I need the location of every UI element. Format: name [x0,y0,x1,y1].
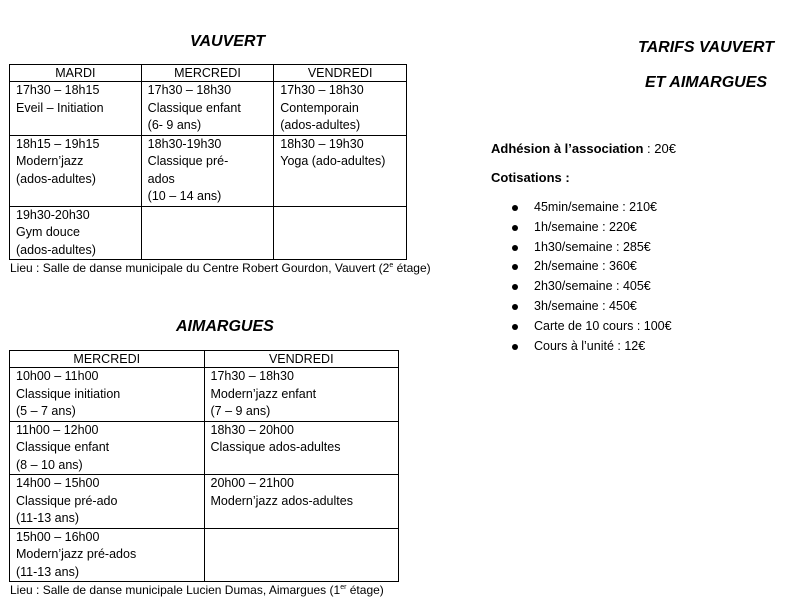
table-header-row [10,351,399,368]
list-item: 2h30/semaine : 405€ [491,277,672,297]
table-cell: 11h00 – 12h00 Classique enfant (8 – 10 ans) [10,421,205,475]
bullet-icon [512,225,518,231]
table-cell: 20h00 – 21h00 Modern’jazz ados-adultes [204,475,399,529]
price-list [491,198,672,356]
list-item: Cours à l’unité : 12€ [491,337,672,357]
table-cell: 17h30 – 18h30 Contemporain (ados-adultes) [274,82,407,136]
bullet-icon [512,284,518,290]
vauvert-schedule-table [9,64,407,260]
table-cell: 17h30 – 18h15 Eveil – Initiation [10,82,142,136]
list-item: 3h/semaine : 450€ [491,297,672,317]
tarifs-title-line2: ET AIMARGUES [645,74,768,91]
list-item: 2h/semaine : 360€ [491,257,672,277]
column-header-vendredi: VENDREDI [274,65,407,82]
aimargues-location: Lieu : Salle de danse municipale Lucien Dumas, Aimargues (1er étage) [10,583,384,597]
table-cell: 15h00 – 16h00 Modern’jazz pré-ados (11-13 ans) [10,528,205,582]
cotisations-label: Cotisations : [491,170,570,185]
aimargues-schedule-table [9,350,399,582]
table-cell: 10h00 – 11h00 Classique initiation (5 – 7 ans) [10,368,205,422]
table-cell: 14h00 – 15h00 Classique pré-ado (11-13 ans) [10,475,205,529]
table-cell: 18h30-19h30 Classique pré- ados (10 – 14 ans) [141,135,274,206]
list-item: Carte de 10 cours : 100€ [491,317,672,337]
bullet-icon [512,344,518,350]
bullet-icon [512,245,518,251]
column-header-mardi: MARDI [10,65,142,82]
table-cell [141,206,274,260]
table-cell [274,206,407,260]
bullet-icon [512,264,518,270]
table-cell: 18h15 – 19h15 Modern’jazz (ados-adultes) [10,135,142,206]
table-cell: 17h30 – 18h30 Classique enfant (6- 9 ans) [141,82,274,136]
vauvert-location: Lieu : Salle de danse municipale du Centre Robert Gourdon, Vauvert (2e étage) [10,261,431,275]
list-item: 1h/semaine : 220€ [491,218,672,238]
column-header-vendredi: VENDREDI [204,351,399,368]
table-cell: 18h30 – 19h30 Yoga (ado-adultes) [274,135,407,206]
table-row [10,368,399,422]
bullet-icon [512,304,518,310]
column-header-mercredi: MERCREDI [10,351,205,368]
table-cell: 19h30-20h30 Gym douce (ados-adultes) [10,206,142,260]
column-header-mercredi: MERCREDI [141,65,274,82]
table-row [10,475,399,529]
tarifs-title-line1: TARIFS VAUVERT [638,39,775,56]
aimargues-title: AIMARGUES [176,318,274,335]
table-cell: 18h30 – 20h00 Classique ados-adultes [204,421,399,475]
bullet-icon [512,324,518,330]
list-item: 45min/semaine : 210€ [491,198,672,218]
bullet-icon [512,205,518,211]
table-row [10,135,407,206]
vauvert-title: VAUVERT [190,33,265,50]
table-row [10,528,399,582]
list-item: 1h30/semaine : 285€ [491,238,672,258]
table-row [10,421,399,475]
table-row [10,82,407,136]
table-header-row [10,65,407,82]
table-cell: 17h30 – 18h30 Modern’jazz enfant (7 – 9 ans) [204,368,399,422]
table-row [10,206,407,260]
table-cell [204,528,399,582]
adhesion-line: Adhésion à l’association : 20€ [491,141,676,156]
